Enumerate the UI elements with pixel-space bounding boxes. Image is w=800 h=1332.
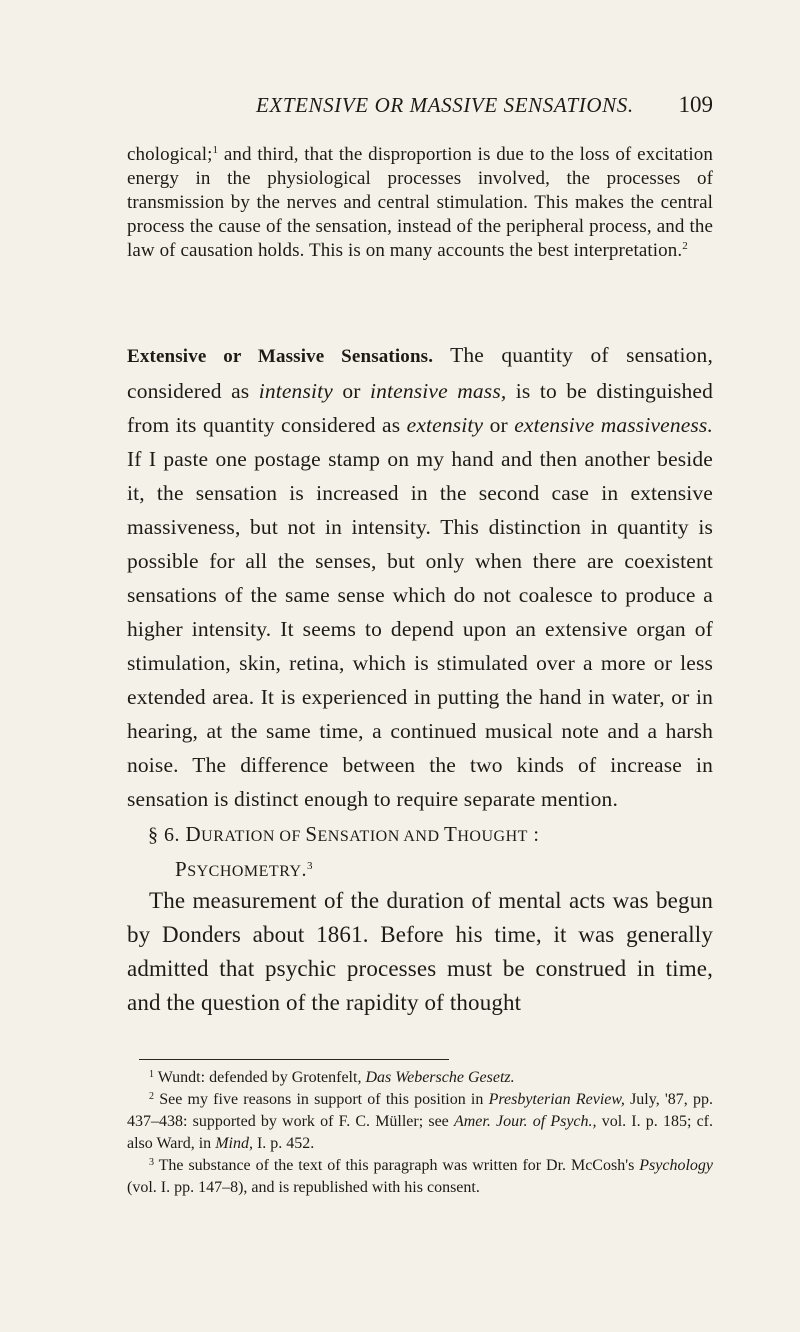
text-run: I. p. 452. <box>252 1135 315 1152</box>
sc-rest: ENSATION <box>317 828 400 845</box>
text-run: See my five reasons in support of this position in <box>154 1091 489 1108</box>
footnote-1 <box>127 1067 713 1089</box>
text-run: The quantity of sensation, considered as <box>127 343 713 403</box>
paragraph-continuation <box>127 143 713 263</box>
paragraph-extensive-sensations <box>127 338 713 816</box>
section-heading-line-2 <box>127 853 713 888</box>
italic-title: Amer. Jour. of Psych., <box>453 1113 597 1130</box>
italic-title: Presbyterian Review, <box>488 1091 625 1108</box>
text-run: and third, that the disproportion is due to the loss of excitation energy in the physiological processes involved, the processes of transmission by the nerves and central stimulation. This makes the central process the cause of the sensation, instead of the peripheral process, and the law of causation holds. This is on many accounts the best interpretation. <box>127 144 713 261</box>
footnote-number: 2 <box>149 1091 154 1102</box>
section-heading <box>127 818 713 888</box>
section-number: § 6. <box>148 824 186 846</box>
footnote-3 <box>127 1155 713 1199</box>
italic-term: extensive massiveness. <box>514 413 713 437</box>
section-period: . <box>301 859 308 881</box>
italic-title: Mind, <box>215 1135 253 1152</box>
sc-rest: HOUGHT <box>457 828 528 845</box>
italic-title: Das Webersche Gesetz. <box>365 1069 515 1086</box>
running-title: EXTENSIVE OR MASSIVE SENSATIONS. <box>256 93 634 117</box>
sc-cap: S <box>305 822 318 846</box>
text-run: July, '87, pp. 437–438: supported by work of F. C. Müller; see <box>127 1091 714 1130</box>
section-heading-line-1 <box>127 818 713 853</box>
text-run: Wundt: defended by Grotenfelt, <box>154 1069 366 1086</box>
text-run: or <box>332 379 371 403</box>
footnote-number: 1 <box>149 1069 154 1080</box>
sc-rest: AND <box>399 828 445 845</box>
paragraph-lead-heading: Extensive or Massive Sensations. <box>127 346 434 367</box>
text-run: vol. I. p. 185; cf. also Ward, in <box>127 1113 713 1152</box>
footnote-2 <box>127 1089 713 1155</box>
italic-title: Psychology <box>639 1157 713 1174</box>
running-header <box>128 92 713 118</box>
footnote-rule <box>139 1059 449 1060</box>
sc-cap: D <box>185 822 202 846</box>
footnotes <box>127 1067 713 1199</box>
footnote-number: 3 <box>149 1157 154 1168</box>
paragraph-duration: The measurement of the duration of mental acts was begun by Donders about 1861. Before his time, it was generally admitted that psychic processes must be construed in time, and the question of the rapidity of thought <box>127 888 713 1015</box>
sc-cap: P <box>175 857 188 881</box>
text-run: The substance of the text of this paragraph was written for Dr. McCosh's <box>154 1157 640 1174</box>
sc-rest: OF <box>274 828 306 845</box>
italic-term: extensity <box>406 413 484 437</box>
footnote-ref-1: 1 <box>212 144 219 156</box>
text-run: chological; <box>127 144 213 165</box>
text-run: If I paste one postage stamp on my hand and then another beside it, the sensation is increased in the second case in extensive massiveness, but not in intensity. This distinction in quantity is possible for all the senses, but only when there are coexistent sensations of the same sense which do not coalesce to produce a higher intensity. It seems to depend upon an extensive organ of stimulation, skin, retina, which is stimulated over a more or less extended area. It is experienced in putting the hand in water, or in hearing, at the same time, a continued musical note and a harsh noise. The difference between the two kinds of increase in sensation is distinct enough to require separate mention. <box>127 447 713 811</box>
sc-rest: URATION <box>201 828 275 845</box>
text-run: or <box>483 413 515 437</box>
sc-rest: SYCHOMETRY <box>187 863 302 880</box>
sc-cap: T <box>444 822 458 846</box>
text-run: (vol. I. pp. 147–8), and is republished with his consent. <box>127 1179 480 1196</box>
italic-term: intensive mass, <box>370 379 507 403</box>
footnote-ref-2: 2 <box>682 240 688 252</box>
italic-term: intensity <box>258 379 333 403</box>
footnote-ref-3: 3 <box>307 860 314 872</box>
page-number: 109 <box>678 92 713 117</box>
text-run: is to be distinguished from its quantity considered as <box>127 379 713 437</box>
section-colon: : <box>527 824 540 846</box>
